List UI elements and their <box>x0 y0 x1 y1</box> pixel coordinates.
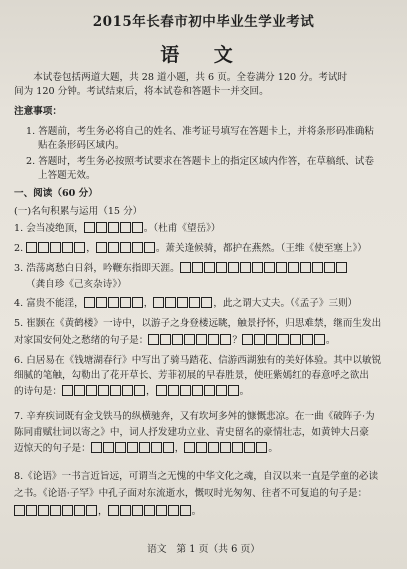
answer-blank[interactable] <box>14 505 98 520</box>
question-6-answer <box>14 385 398 400</box>
section-heading: 一、阅读（60 分） <box>14 188 98 199</box>
question-5-answer <box>14 334 398 349</box>
question-text: ， <box>174 443 185 454</box>
question-text: 4. 富贵不能淫， <box>14 298 84 309</box>
question-text: ？ <box>232 335 242 346</box>
answer-blank[interactable] <box>84 222 144 237</box>
question-8-answer <box>14 505 398 520</box>
question-source: （龚自珍《己亥杂诗》） <box>26 279 127 290</box>
answer-blank[interactable] <box>180 262 348 277</box>
note-line: 贴在条形码区域内。 <box>38 140 125 151</box>
question-text: 。 <box>325 335 336 346</box>
question-7: 7. 辛弃疾词既有金戈铁马的纵横驰奔，又有坎坷多舛的慷慨悲凉。在一曲《破阵子·为 <box>14 411 375 422</box>
answer-blank[interactable] <box>148 334 232 349</box>
question-text: 。萧关逢候骑，都护在燕然。（王维《使至塞上》） <box>155 243 367 254</box>
answer-blank[interactable] <box>62 385 146 400</box>
subject-title: 语 文 <box>160 44 247 66</box>
answer-blank[interactable] <box>26 242 86 257</box>
question-text: ， <box>98 506 108 517</box>
question-8: 8.《论语》一书言近旨远，可谓当之无愧的中华文化之魂，自汉以来一直是学童的必读 <box>14 471 379 482</box>
answer-blank[interactable] <box>156 385 240 400</box>
intro-line: 本试卷包括两道大题，共 28 道小题，共 6 页。全卷满分 120 分。考试时 <box>33 72 348 83</box>
question-text: 1. 会当凌绝顶， <box>14 223 84 234</box>
answer-blank[interactable] <box>84 297 144 312</box>
exam-title: 2015年长春市初中毕业生学业考试 <box>92 14 315 30</box>
note-line: 1. 答题前，考生务必将自己的姓名、准考证号填写在答题卡上，并将条形码准确粘 <box>26 126 374 137</box>
answer-blank[interactable] <box>242 334 326 349</box>
question-6: 6. 白居易在《钱塘湖春行》中写出了骑马踏花、信游西湖独有的美好体验。其中以敏锐 <box>14 355 382 366</box>
notes-label: 注意事项： <box>14 106 62 117</box>
intro-line: 间为 120 分钟。考试结束后，将本试卷和答题卡一并交回。 <box>14 86 269 97</box>
question-text: ，此之谓大丈夫。（《孟子》三则） <box>213 298 358 309</box>
question-8: 之书。《论语·子罕》中孔子面对东流逝水，慨叹时光匆匆、往者不可复追的句子是： <box>14 488 368 499</box>
page-footer: 语文 第 1 页（共 6 页） <box>146 544 261 555</box>
question-text: 对家国安何处之愁绪的句子是： <box>14 335 149 346</box>
question-text: ， <box>86 243 96 254</box>
question-3 <box>14 262 398 277</box>
question-text: ， <box>143 298 154 309</box>
answer-blank[interactable] <box>153 297 213 312</box>
sub-heading: (一)名句积累与运用（15 分） <box>14 206 143 217</box>
answer-blank[interactable] <box>184 442 268 457</box>
question-7-answer <box>14 442 398 457</box>
question-2 <box>14 242 398 257</box>
question-text: 2. <box>14 243 24 254</box>
question-text: 迈惊天的句子是： <box>14 443 91 454</box>
question-6: 细腻的笔触，勾勒出了花开草长、芳菲初展的早春胜景，使旺紫嫣红的春意呼之欲出 <box>14 370 369 381</box>
question-text: ， <box>145 386 156 397</box>
answer-blank[interactable] <box>91 442 175 457</box>
question-text: 的诗句是： <box>14 386 62 397</box>
note-line: 上答题无效。 <box>38 170 96 181</box>
question-5: 5. 崔颢在《黄鹤楼》一诗中，以游子之身登楼远眺，触景抒怀，归思难禁，继而生发出 <box>14 318 382 329</box>
note-line: 2. 答题时，考生务必按照考试要求在答题卡上的指定区域内作答，在草稿纸、试卷 <box>26 156 374 167</box>
question-text: 。 <box>239 386 250 397</box>
question-text: 。 <box>268 443 278 454</box>
question-text: 。 <box>191 506 202 517</box>
question-7: 陈同甫赋壮词以寄之》中，词人抒发建功立业、青史留名的豪情壮志，如黄钟大吕豪 <box>14 427 369 438</box>
question-text: 3. 浩荡离愁白日斜，吟鞭东指即天涯。 <box>14 263 180 274</box>
answer-blank[interactable] <box>108 505 192 520</box>
question-4 <box>14 297 398 312</box>
answer-blank[interactable] <box>96 242 156 257</box>
question-text: 。（杜甫《望岳》） <box>143 223 221 234</box>
question-1 <box>14 222 398 237</box>
